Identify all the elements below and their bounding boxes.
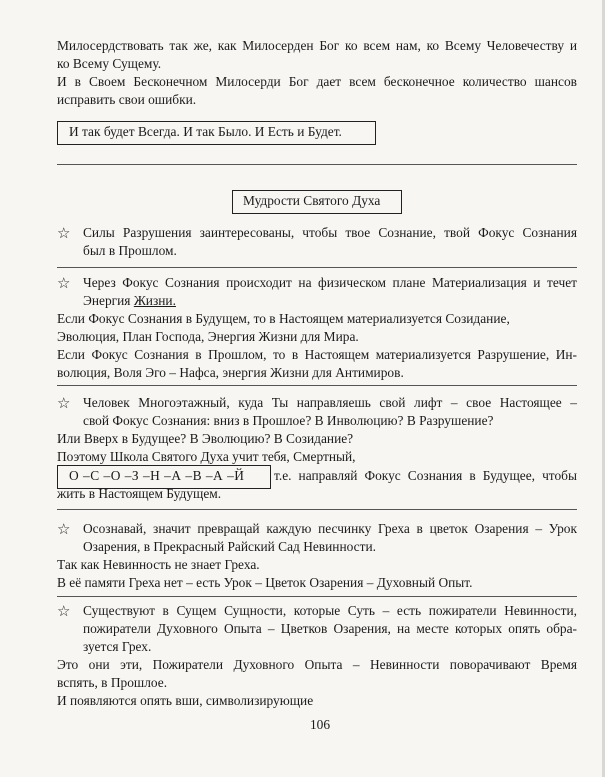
wisdom-line: свой Фокус Сознания: вниз в Прошлое? В Инволюцию? В Разрушение? bbox=[83, 413, 494, 428]
star-icon: ☆ bbox=[57, 394, 71, 412]
wisdom-line: Поэтому Школа Святого Духа учит тебя, Смертный, bbox=[57, 449, 356, 464]
wisdom-line: Силы Разрушения заинтересованы, чтобы твое Сознание, твой Фокус Сознания bbox=[83, 225, 577, 240]
wisdom-line: Озарения, в Прекрасный Райский Сад Невинности. bbox=[83, 539, 376, 554]
wisdom-line: В её памяти Греха нет – есть Урок – Цветок Озарения – Духовный Опыт. bbox=[57, 575, 473, 590]
wisdom-line: Так как Невинность не знает Греха. bbox=[57, 557, 260, 572]
divider bbox=[57, 509, 577, 510]
wisdom-line: Осознавай, значит превращай каждую песчинку Греха в цветок Озарения – Урок bbox=[83, 521, 577, 536]
boxed-quote: И так будет Всегда. И так Было. И Есть и Будет. bbox=[69, 124, 342, 139]
divider bbox=[57, 385, 577, 386]
underlined-word: Жизни. bbox=[133, 293, 176, 308]
wisdom-line: зуется Грех. bbox=[83, 639, 152, 654]
wisdom-line: Если Фокус Сознания в Будущем, то в Настоящем материализуется Созидание, bbox=[57, 311, 510, 326]
wisdom-line: т.е. направляй Фокус Сознания в Будущее, чтобы bbox=[274, 468, 577, 483]
wisdom-line: жить в Настоящем Будущем. bbox=[57, 486, 222, 501]
wisdom-line: волюция, Воля Эго – Нафса, энергия Жизни для Антимиров. bbox=[57, 365, 404, 380]
divider bbox=[57, 164, 577, 165]
intro-line: исправить свои ошибки. bbox=[57, 92, 197, 107]
star-icon: ☆ bbox=[57, 224, 71, 242]
star-icon: ☆ bbox=[57, 520, 71, 538]
wisdom-line: вспять, в Прошлое. bbox=[57, 675, 168, 690]
wisdom-line bbox=[83, 292, 176, 310]
wisdom-line: Если Фокус Сознания в Прошлом, то в Настоящем материализуется Разрушение, Ин- bbox=[57, 347, 577, 362]
wisdom-line: Или Вверх в Будущее? В Эволюцию? В Созидание? bbox=[57, 431, 354, 446]
wisdom-line: Человек Многоэтажный, куда Ты направляешь свой лифт – свое Настоящее – bbox=[83, 395, 577, 410]
wisdom-line: Это они эти, Пожиратели Духовного Опыта – Невинности поворачивают Время bbox=[57, 657, 577, 672]
wisdom-line: И появляются опять вши, символизирующие bbox=[57, 693, 314, 708]
intro-line: И в Своем Бесконечном Милосерди Бог дает всем бесконечное количество шансов bbox=[57, 74, 577, 89]
section-title: Мудрости Святого Духа bbox=[243, 193, 381, 208]
wisdom-line: Через Фокус Сознания происходит на физическом плане Материализация и течет bbox=[83, 275, 577, 290]
star-icon: ☆ bbox=[57, 274, 71, 292]
wisdom-line: был в Прошлом. bbox=[83, 243, 177, 258]
page-number: 106 bbox=[309, 717, 331, 732]
star-icon: ☆ bbox=[57, 602, 71, 620]
wisdom-line: пожиратели Духовного Опыта – Цветков Озарения, на месте которых опять обра- bbox=[83, 621, 577, 636]
divider bbox=[57, 267, 577, 268]
divider bbox=[57, 596, 577, 597]
wisdom-line: Эволюция, План Господа, Энергия Жизни для Мира. bbox=[57, 329, 359, 344]
wisdom-line: Существуют в Сущем Сущности, которые Суть – есть пожиратели Невинности, bbox=[83, 603, 577, 618]
intro-line: ко Всему Сущему. bbox=[57, 56, 162, 71]
intro-line: Милосердствовать так же, как Милосерден Бог ко всем нам, ко Всему Человечеству и bbox=[57, 38, 577, 53]
wisdom-text: Энергия bbox=[83, 293, 134, 308]
spelled-word: О –С –О –З –Н –А –В –А –Й bbox=[69, 468, 245, 483]
